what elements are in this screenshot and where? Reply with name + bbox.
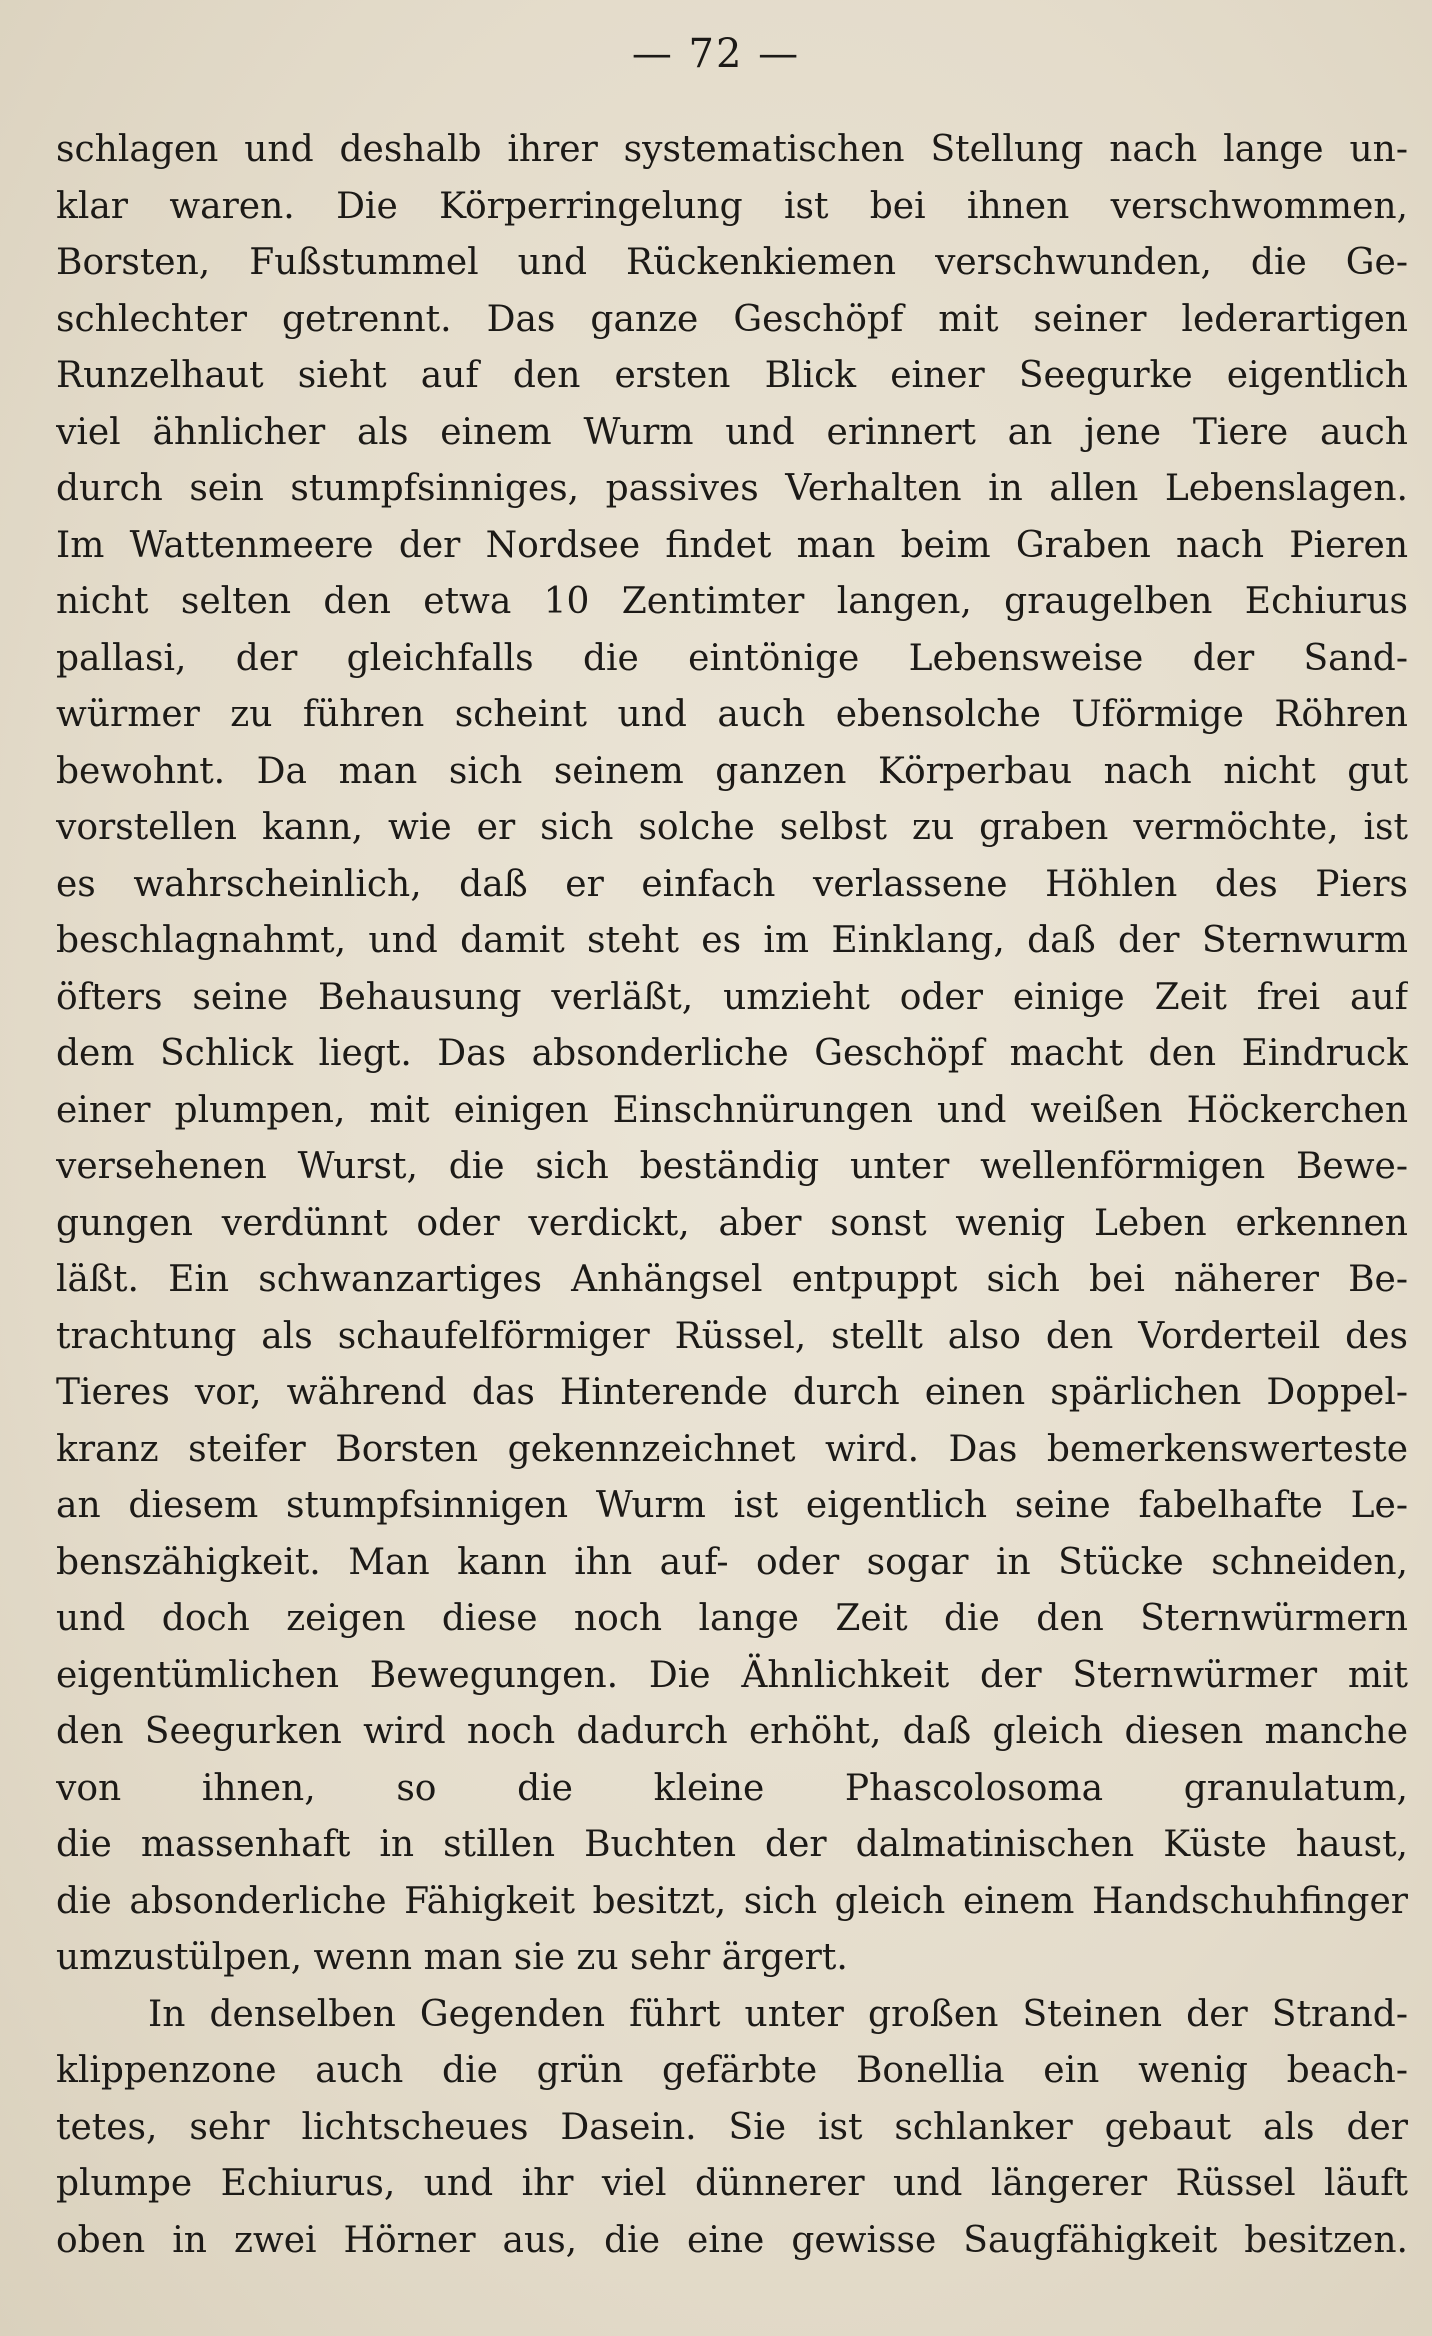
text-line: und doch zeigen diese noch lange Zeit die den Sternwürmern bbox=[56, 1598, 1408, 1639]
text-line: von ihnen, so die kleine Phascolosoma granulatum, bbox=[56, 1767, 1408, 1809]
text-line: trachtung als schaufelförmiger Rüssel, stellt also den Vorderteil des bbox=[56, 1315, 1408, 1357]
text-line: kranz steifer Borsten gekennzeichnet wird. Das bemerkenswerteste bbox=[56, 1428, 1408, 1470]
text-line: Tieres vor, während das Hinterende durch einen spärlichen Doppel- bbox=[56, 1372, 1408, 1413]
text-line: oben in zwei Hörner aus, die eine gewisse Saugfähigkeit besitzen. bbox=[56, 2219, 1408, 2261]
text-line: es wahrscheinlich, daß er einfach verlassene Höhlen des Piers bbox=[56, 863, 1408, 905]
text-line: Borsten, Fußstummel und Rückenkiemen verschwunden, die Ge- bbox=[56, 242, 1408, 283]
text-line: pallasi, der gleichfalls die eintönige Lebensweise der Sand- bbox=[56, 637, 1408, 679]
text-line: schlechter getrennt. Das ganze Geschöpf mit seiner lederartigen bbox=[56, 298, 1408, 340]
text-line: In denselben Gegenden führt unter großen Steinen der Strand- bbox=[148, 1993, 1408, 2035]
text-line: tetes, sehr lichtscheues Dasein. Sie ist schlanker gebaut als der bbox=[56, 2106, 1408, 2148]
text-line: einer plumpen, mit einigen Einschnürungen und weißen Höckerchen bbox=[56, 1089, 1408, 1131]
text-line: benszähigkeit. Man kann ihn auf- oder sogar in Stücke schneiden, bbox=[56, 1541, 1408, 1583]
text-line: plumpe Echiurus, und ihr viel dünnerer und längerer Rüssel läuft bbox=[56, 2163, 1408, 2204]
text-line: würmer zu führen scheint und auch ebensolche Uförmige Röhren bbox=[56, 694, 1408, 735]
text-line: gungen verdünnt oder verdickt, aber sonst wenig Leben erkennen bbox=[56, 1202, 1408, 1244]
text-line: eigentümlichen Bewegungen. Die Ähnlichkeit der Sternwürmer mit bbox=[56, 1654, 1408, 1696]
text-line: schlagen und deshalb ihrer systematischen Stellung nach lange un- bbox=[56, 129, 1408, 170]
text-line: umzustülpen, wenn man sie zu sehr ärgert. bbox=[56, 1937, 848, 1978]
text-line: beschlagnahmt, und damit steht es im Einklang, daß der Sternwurm bbox=[56, 920, 1408, 961]
text-line: öfters seine Behausung verläßt, umzieht oder einige Zeit frei auf bbox=[56, 976, 1408, 1018]
text-line: läßt. Ein schwanzartiges Anhängsel entpuppt sich bei näherer Be- bbox=[56, 1259, 1408, 1300]
text-line: vorstellen kann, wie er sich solche selbst zu graben vermöchte, ist bbox=[56, 807, 1408, 848]
text-line: klippenzone auch die grün gefärbte Bonellia ein wenig beach- bbox=[56, 2050, 1408, 2091]
text-line: an diesem stumpfsinnigen Wurm ist eigentlich seine fabelhafte Le- bbox=[56, 1485, 1408, 1526]
text-line: bewohnt. Da man sich seinem ganzen Körperbau nach nicht gut bbox=[56, 750, 1408, 792]
text-line: durch sein stumpfsinniges, passives Verhalten in allen Lebenslagen. bbox=[56, 468, 1408, 509]
body-text bbox=[56, 122, 1408, 2269]
text-line: versehenen Wurst, die sich beständig unter wellenförmigen Bewe- bbox=[56, 1146, 1408, 1187]
page-number: — 72 — bbox=[631, 31, 801, 77]
text-line: den Seegurken wird noch dadurch erhöht, daß gleich diesen manche bbox=[56, 1711, 1408, 1752]
text-line: nicht selten den etwa 10 Zentimter langen, graugelben Echiurus bbox=[56, 581, 1408, 622]
text-line: die massenhaft in stillen Buchten der dalmatinischen Küste haust, bbox=[56, 1824, 1408, 1865]
text-line: Runzelhaut sieht auf den ersten Blick einer Seegurke eigentlich bbox=[56, 355, 1408, 396]
text-line: viel ähnlicher als einem Wurm und erinnert an jene Tiere auch bbox=[56, 411, 1408, 453]
text-line: die absonderliche Fähigkeit besitzt, sich gleich einem Handschuhfinger bbox=[56, 1880, 1408, 1922]
text-line: Im Wattenmeere der Nordsee findet man beim Graben nach Pieren bbox=[56, 524, 1408, 566]
text-line: klar waren. Die Körperringelung ist bei ihnen verschwommen, bbox=[56, 185, 1408, 227]
text-line: dem Schlick liegt. Das absonderliche Geschöpf macht den Eindruck bbox=[56, 1033, 1408, 1074]
